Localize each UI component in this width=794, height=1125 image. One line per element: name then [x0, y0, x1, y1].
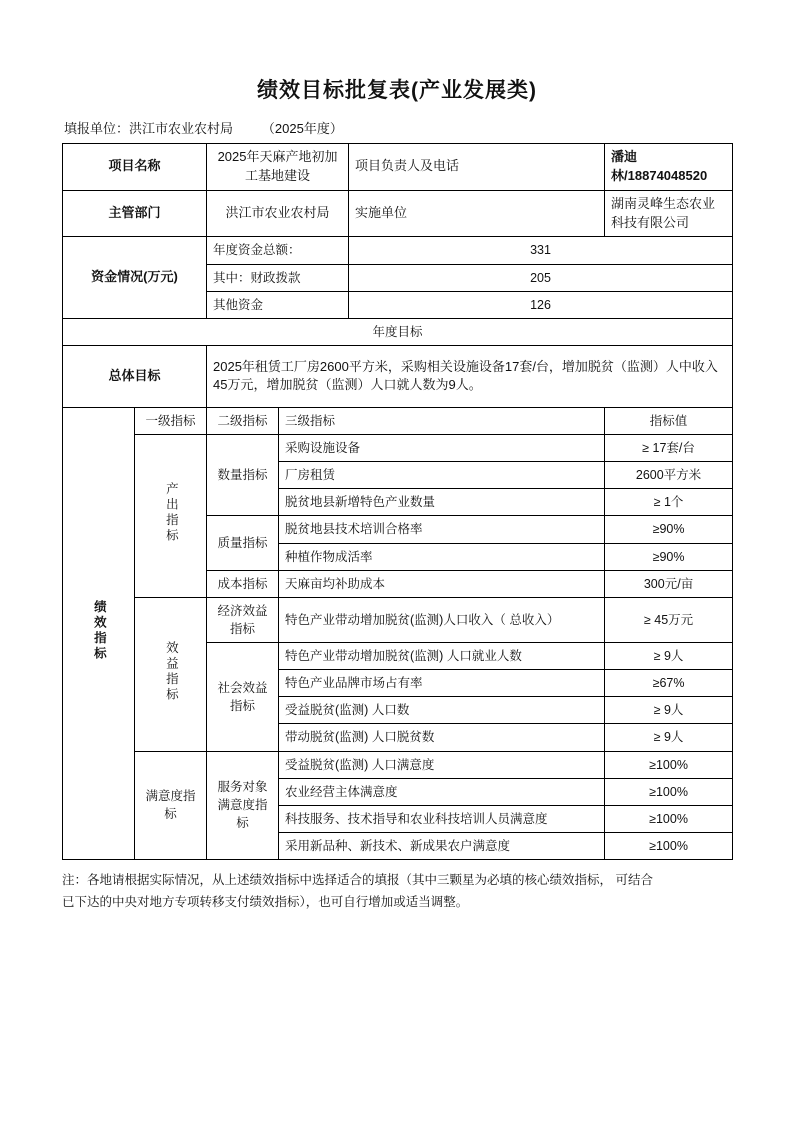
indicator-value: ≥90%: [605, 516, 733, 543]
header-level3: 三级指标: [279, 407, 605, 434]
indicator-value: ≥100%: [605, 805, 733, 832]
funds-row-value: 205: [349, 264, 733, 291]
footnote-line-2: 已下达的中央对地方专项转移支付绩效指标），也可自行增加或适当调整。: [62, 894, 469, 909]
level2-quality: 质量指标: [207, 516, 279, 570]
funds-row-name: 年度资金总额：: [207, 237, 349, 264]
funds-label: 资金情况(万元): [63, 237, 207, 318]
department-label: 主管部门: [63, 190, 207, 237]
project-name-label: 项目名称: [63, 144, 207, 191]
table-row: [63, 751, 733, 778]
table-row-indicator-header: [63, 407, 733, 434]
table-row-overall-goal: [63, 345, 733, 407]
level1-output-text: 产出指标: [164, 482, 179, 545]
level3-text: 特色产业品牌市场占有率: [279, 670, 605, 697]
funds-row-value: 126: [349, 291, 733, 318]
indicator-value: ≥ 1个: [605, 489, 733, 516]
footnote: [62, 870, 732, 914]
indicator-value: 300元/亩: [605, 570, 733, 597]
indicator-value: ≥ 9人: [605, 724, 733, 751]
performance-indicator-label: [63, 407, 135, 859]
level3-text: 脱贫地县技术培训合格率: [279, 516, 605, 543]
indicator-value: ≥ 45万元: [605, 597, 733, 642]
level3-text: 厂房租赁: [279, 462, 605, 489]
indicator-value: ≥100%: [605, 751, 733, 778]
table-row: [63, 597, 733, 642]
overall-goal-text: 2025年租赁工厂房2600平方米，采购相关设施设备17套/台，增加脱贫（监测）人中收入45万元，增加脱贫（监测）人口就人数为9人。: [207, 345, 733, 407]
level3-text: 采用新品种、新技术、新成果农户满意度: [279, 832, 605, 859]
footnote-line-1: 注：各地请根据实际情况，从上述绩效指标中选择适合的填报（其中三颗星为必填的核心绩效指标， 可结合: [62, 873, 653, 887]
implementing-unit-label: 实施单位: [349, 190, 605, 237]
table-row-project-name: [63, 144, 733, 191]
owner-value: 潘迪林/18874048520: [605, 144, 733, 191]
level2-social: 社会效益指标: [207, 643, 279, 752]
level3-text: 种植作物成活率: [279, 543, 605, 570]
indicator-value: ≥ 9人: [605, 643, 733, 670]
filing-unit-line: 填报单位：洪江市农业农村局 （2025年度）: [64, 121, 343, 136]
level3-text: 脱贫地县新增特色产业数量: [279, 489, 605, 516]
level2-service-object: 服务对象满意度指标: [207, 751, 279, 860]
funds-row-name: 其中：财政拨款: [207, 264, 349, 291]
level3-text: 天麻亩均补助成本: [279, 570, 605, 597]
level1-output: [135, 435, 207, 598]
indicator-value: ≥90%: [605, 543, 733, 570]
level3-text: 特色产业带动增加脱贫(监测) 人口就业人数: [279, 643, 605, 670]
level3-text: 农业经营主体满意度: [279, 778, 605, 805]
table-row-department: [63, 190, 733, 237]
level2-quantity: 数量指标: [207, 435, 279, 516]
header-level1: 一级指标: [135, 407, 207, 434]
department-value: 洪江市农业农村局: [207, 190, 349, 237]
indicator-value: 2600平方米: [605, 462, 733, 489]
performance-target-table: [62, 143, 733, 860]
level3-text: 科技服务、技术指导和农业科技培训人员满意度: [279, 805, 605, 832]
level3-text: 采购设施设备: [279, 435, 605, 462]
table-row: [63, 435, 733, 462]
level2-cost: 成本指标: [207, 570, 279, 597]
page-title: 绩效目标批复表(产业发展类): [257, 79, 537, 102]
table-row-annual-goal-header: [63, 318, 733, 345]
performance-indicator-label-text: 绩效指标: [92, 599, 107, 662]
header-level2: 二级指标: [207, 407, 279, 434]
level3-text: 受益脱贫(监测) 人口数: [279, 697, 605, 724]
level3-text: 特色产业带动增加脱贫(监测)人口收入（ 总收入）: [279, 597, 605, 642]
owner-label: 项目负责人及电话: [349, 144, 605, 191]
overall-goal-label: 总体目标: [63, 345, 207, 407]
indicator-value: ≥67%: [605, 670, 733, 697]
implementing-unit-value: 湖南灵峰生态农业科技有限公司: [605, 190, 733, 237]
header-value: 指标值: [605, 407, 733, 434]
indicator-value: ≥100%: [605, 832, 733, 859]
funds-row-value: 331: [349, 237, 733, 264]
indicator-value: ≥ 17套/台: [605, 435, 733, 462]
level1-benefit: [135, 597, 207, 751]
level2-economic: 经济效益指标: [207, 597, 279, 642]
level3-text: 受益脱贫(监测) 人口满意度: [279, 751, 605, 778]
table-row-funds-total: [63, 237, 733, 264]
project-name-value: 2025年天麻产地初加工基地建设: [207, 144, 349, 191]
funds-row-name: 其他资金: [207, 291, 349, 318]
indicator-value: ≥ 9人: [605, 697, 733, 724]
annual-goal-header: 年度目标: [63, 318, 733, 345]
level1-satisfaction: 满意度指标: [135, 751, 207, 860]
indicator-value: ≥100%: [605, 778, 733, 805]
level1-benefit-text: 效益指标: [164, 640, 179, 703]
level3-text: 带动脱贫(监测) 人口脱贫数: [279, 724, 605, 751]
